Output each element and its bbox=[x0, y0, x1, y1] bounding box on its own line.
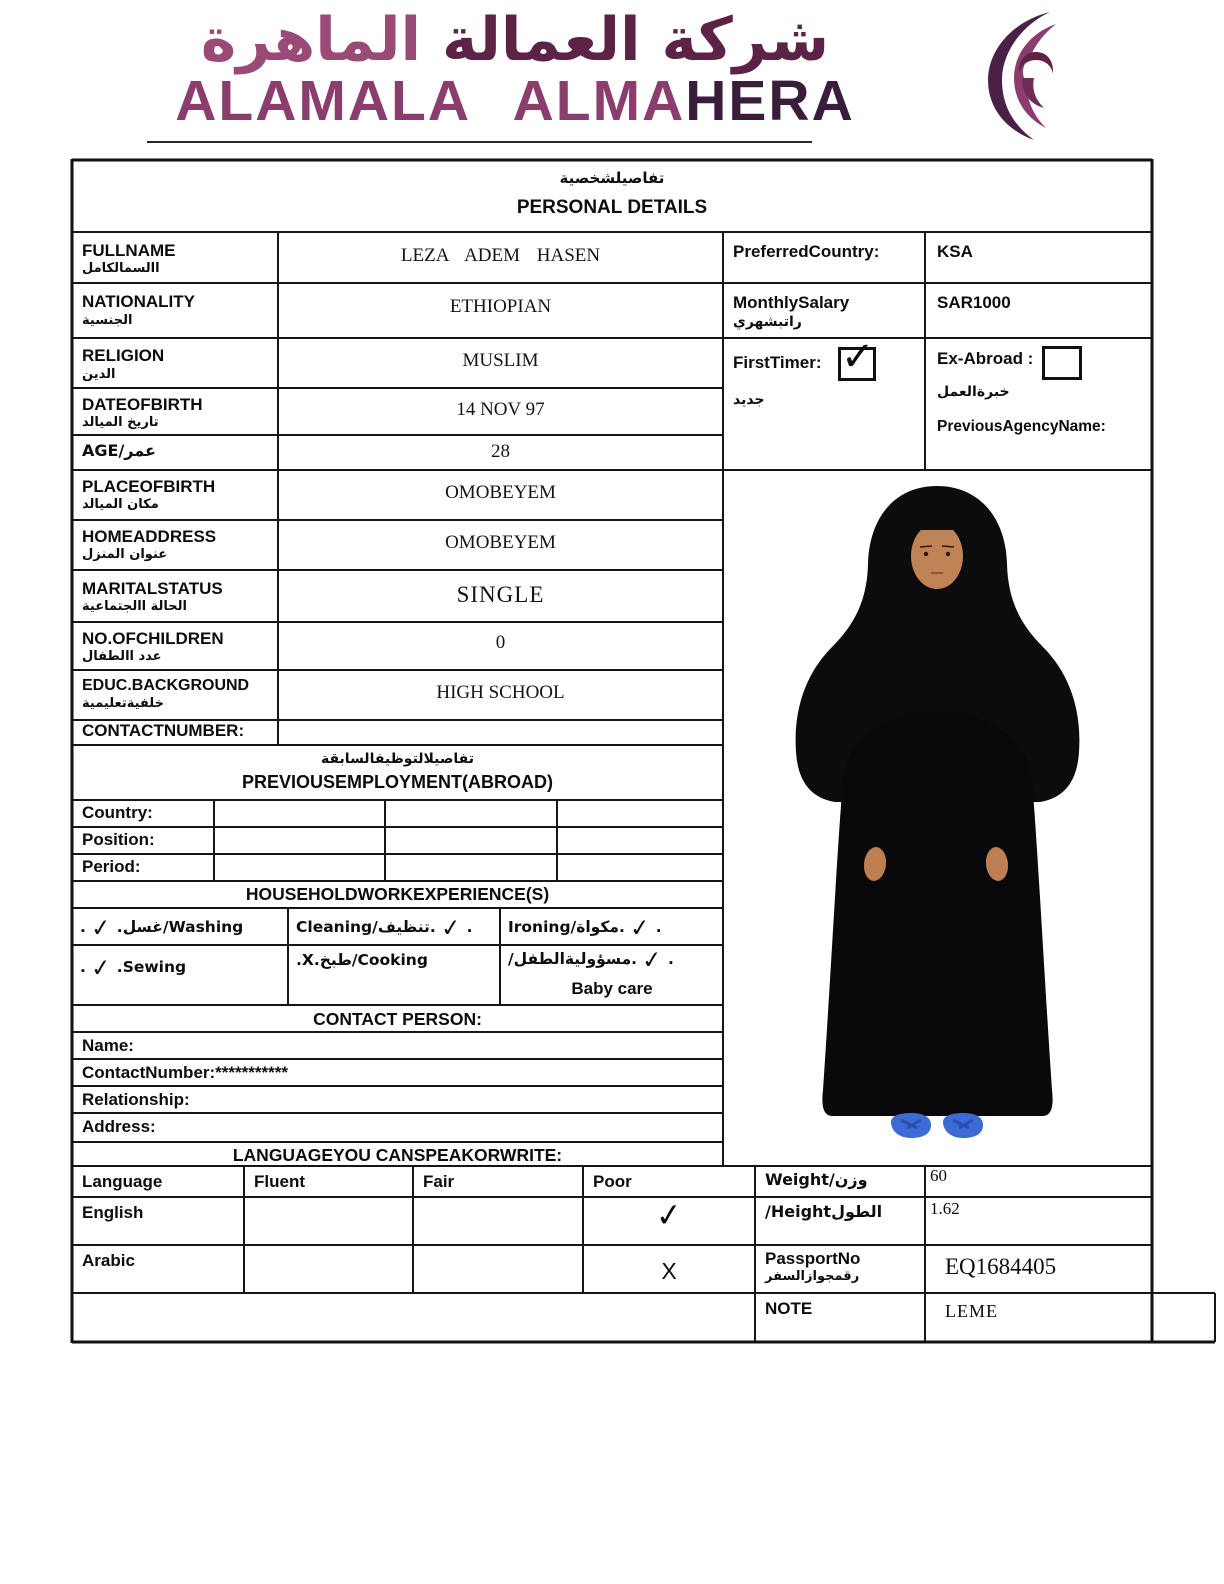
ironing-check-icon: ✓ bbox=[628, 913, 652, 943]
fullname-label-arabic: االسمالكامل bbox=[82, 261, 160, 276]
sewing-check-icon: ✓ bbox=[89, 953, 113, 983]
dateofbirth-value: 14 NOV 97 bbox=[456, 399, 545, 420]
passport-label: PassportNo bbox=[765, 1249, 861, 1268]
dateofbirth-label-arabic: تاريخ الميالد bbox=[82, 415, 159, 430]
contact-name-label: Name: bbox=[82, 1036, 134, 1055]
cooking-text: .X.طبخ/Cooking bbox=[296, 951, 428, 969]
contact-person-title: CONTACT PERSON: bbox=[313, 1009, 482, 1029]
first-timer-label-arabic: جديد bbox=[733, 392, 765, 408]
personal-details-title-arabic: تفاصيلشخصية bbox=[559, 169, 665, 187]
poor-header: Poor bbox=[593, 1172, 632, 1191]
washing-check-icon: ✓ bbox=[89, 913, 113, 943]
prev-employment-title: PREVIOUSEMPLOYMENT(ABROAD) bbox=[241, 772, 553, 792]
ex-abroad-checkbox bbox=[1042, 346, 1082, 380]
babycare-text-post: . bbox=[662, 950, 674, 968]
babycare-label-line2: Baby care bbox=[571, 979, 653, 998]
language-section-title: LANGUAGEYOU CANSPEAKORWRITE: bbox=[232, 1145, 563, 1165]
experience-sewing bbox=[80, 955, 280, 983]
english-poor-check-icon: ✓ bbox=[653, 1194, 685, 1236]
experience-washing bbox=[80, 915, 280, 943]
monthly-salary-value: SAR1000 bbox=[937, 293, 1011, 312]
candidate-photo bbox=[725, 472, 1150, 1164]
language-row-english: English bbox=[82, 1203, 144, 1222]
contact-number-label: ContactNumber:*********** bbox=[82, 1063, 288, 1082]
fullname-value: LEZA ADEM HASEN bbox=[400, 245, 601, 266]
ex-abroad-label-arabic: خبرةالعمل bbox=[937, 384, 1010, 400]
experience-cleaning bbox=[296, 915, 494, 943]
education-value: HIGH SCHOOL bbox=[436, 682, 565, 703]
passport-label-arabic: رقمجوازالسفر bbox=[765, 1269, 860, 1284]
agency-name-latin-part2: HERA bbox=[685, 69, 855, 133]
maritalstatus-value: SINGLE bbox=[456, 582, 545, 607]
religion-value: MUSLIM bbox=[462, 350, 539, 371]
contact-relationship-label: Relationship: bbox=[82, 1090, 190, 1109]
placeofbirth-label-arabic: مكان الميالد bbox=[82, 497, 159, 512]
dateofbirth-label: DATEOFBIRTH bbox=[82, 395, 203, 414]
preferred-country-value: KSA bbox=[937, 242, 973, 261]
language-row-arabic: Arabic bbox=[82, 1251, 135, 1270]
country-label: Country: bbox=[82, 803, 153, 822]
washing-text-pre: . bbox=[80, 918, 92, 936]
age-value: 28 bbox=[491, 441, 510, 462]
nationality-label-arabic: الجنسية bbox=[82, 313, 133, 328]
check-icon: ✓ bbox=[841, 334, 875, 380]
monthly-salary-label-arabic: راتبشهري bbox=[733, 314, 802, 330]
placeofbirth-label: PLACEOFBIRTH bbox=[82, 477, 216, 496]
fullname-label: FULLNAME bbox=[82, 241, 176, 260]
agency-name-arabic-part1: شركة العمالة bbox=[441, 5, 830, 75]
nationality-value: ETHIOPIAN bbox=[449, 296, 552, 317]
weight-label: Weight/وزن bbox=[765, 1170, 868, 1189]
passport-value: EQ1684405 bbox=[945, 1254, 1057, 1279]
cleaning-text-pre: Cleaning/تنظيف. bbox=[296, 918, 442, 936]
ironing-text-pre: Ironing/مكواة. bbox=[508, 918, 631, 936]
experience-cooking bbox=[296, 952, 494, 970]
preferred-country-label: PreferredCountry: bbox=[733, 242, 880, 261]
experience-babycare bbox=[508, 947, 716, 975]
household-experience-title: HOUSEHOLDWORKEXPERIENCE(S) bbox=[245, 884, 550, 904]
ironing-text-post: . bbox=[650, 918, 662, 936]
note-label: NOTE bbox=[765, 1299, 813, 1318]
maritalstatus-label: MARITALSTATUS bbox=[82, 579, 223, 598]
note-value: LEME bbox=[945, 1301, 998, 1321]
babycare-check-icon: ✓ bbox=[640, 945, 664, 975]
contact-address-label: Address: bbox=[82, 1117, 156, 1136]
first-timer-checkbox bbox=[838, 334, 876, 381]
cleaning-check-icon: ✓ bbox=[439, 913, 463, 943]
period-label: Period: bbox=[82, 857, 141, 876]
previous-agency-label: PreviousAgencyName: bbox=[937, 418, 1106, 435]
homeaddress-label-arabic: عنوان المنزل bbox=[82, 547, 168, 562]
religion-label: RELIGION bbox=[82, 346, 165, 365]
first-timer-label: FirstTimer: bbox=[733, 353, 822, 372]
position-label: Position: bbox=[82, 830, 155, 849]
homeaddress-value: OMOBEYEM bbox=[445, 532, 556, 553]
homeaddress-label: HOMEADDRESS bbox=[82, 527, 217, 546]
language-header: Language bbox=[82, 1172, 163, 1191]
arabic-poor-x-mark: X bbox=[661, 1258, 677, 1284]
personal-details-title: PERSONAL DETAILS bbox=[516, 197, 708, 218]
sewing-text-pre: . bbox=[80, 958, 92, 976]
experience-ironing bbox=[508, 915, 716, 943]
ex-abroad-label: Ex-Abroad : bbox=[937, 349, 1034, 368]
agency-name-arabic-part2: الماهرة bbox=[200, 5, 422, 75]
education-label-arabic: خلفيةتعليمية bbox=[82, 696, 164, 711]
height-label: /Heightالطول bbox=[765, 1202, 883, 1221]
sewing-text-post: .Sewing bbox=[111, 958, 187, 976]
fair-header: Fair bbox=[423, 1172, 455, 1191]
prev-employment-title-arabic: تفاصيلالتوظيفالسابقة bbox=[320, 751, 475, 767]
fluent-header: Fluent bbox=[254, 1172, 305, 1191]
monthly-salary-label: MonthlySalary bbox=[733, 293, 850, 312]
babycare-text-pre: /مسؤوليةالطفل. bbox=[508, 950, 643, 968]
contactnumber-label: CONTACTNUMBER: bbox=[82, 721, 245, 740]
height-value: 1.62 bbox=[930, 1199, 960, 1218]
children-label: NO.OFCHILDREN bbox=[82, 629, 224, 648]
agency-name-latin-part1: ALAMALA ALMA bbox=[175, 69, 686, 133]
religion-label-arabic: الدين bbox=[82, 367, 116, 382]
weight-value: 60 bbox=[930, 1166, 947, 1185]
children-value: 0 bbox=[495, 632, 506, 653]
children-label-arabic: عدد االطفال bbox=[82, 649, 162, 664]
washing-text-post: .غسل/Washing bbox=[111, 918, 244, 936]
maritalstatus-label-arabic: الحالة االجتماعية bbox=[82, 599, 188, 614]
age-label: AGE/عمر bbox=[82, 441, 156, 460]
education-label: EDUC.BACKGROUND bbox=[82, 677, 250, 694]
cleaning-text-post: . bbox=[461, 918, 473, 936]
nationality-label: NATIONALITY bbox=[82, 292, 196, 311]
placeofbirth-value: OMOBEYEM bbox=[445, 482, 556, 503]
